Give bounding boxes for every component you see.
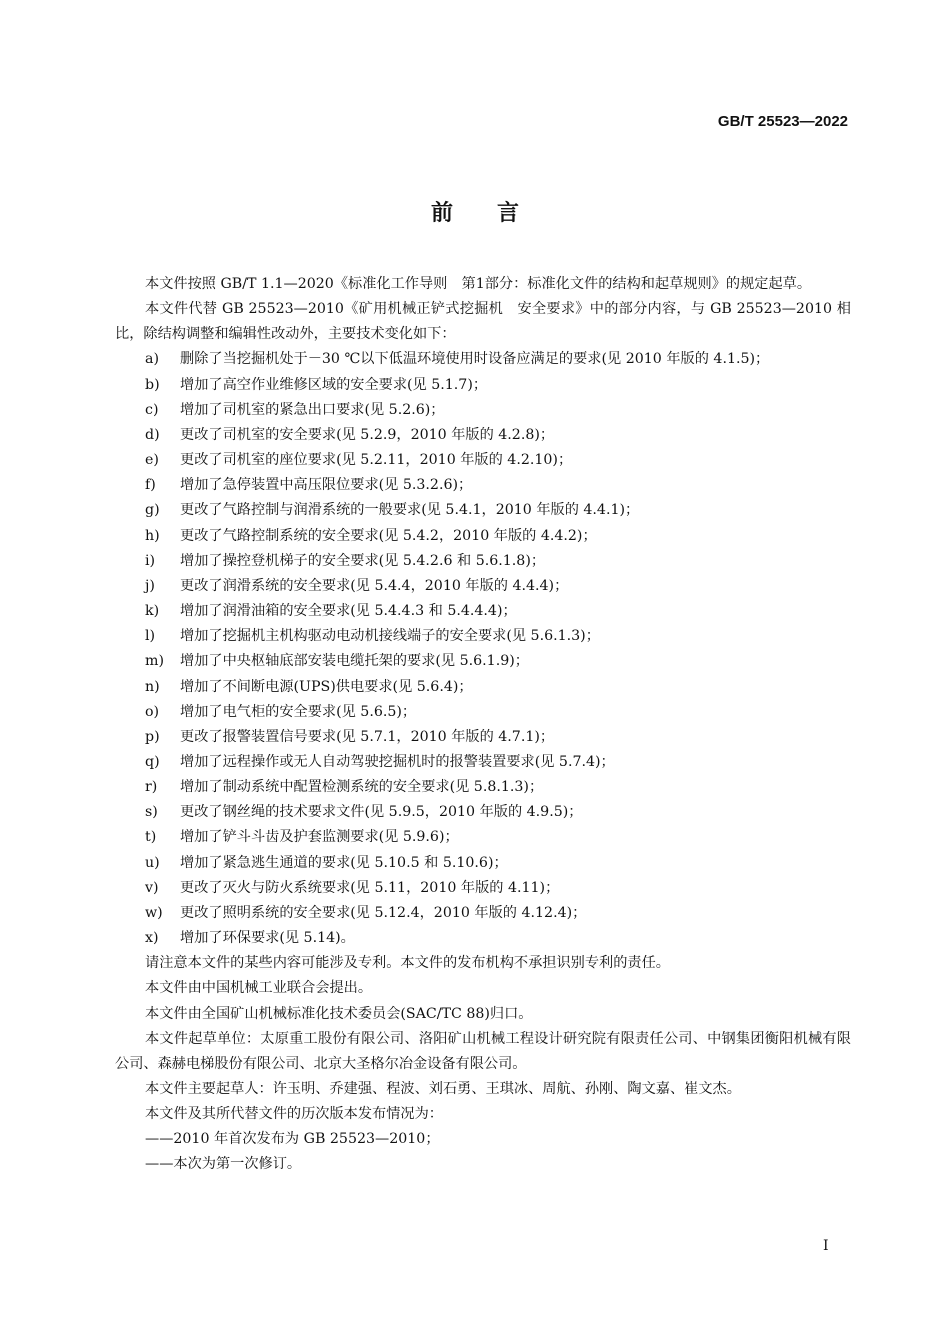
list-item-text: 增加了制动系统中配置检测系统的安全要求(见 5.8.1.3)；: [180, 779, 544, 796]
list-item: [145, 373, 851, 398]
list-item-text: 增加了环保要求(见 5.14)。: [180, 930, 355, 947]
standard-number: GB/T 25523—2022: [717, 113, 848, 130]
list-item-label: i): [145, 552, 156, 569]
list-item-label: d): [145, 426, 160, 443]
paragraph: 本文件起草单位：太原重工股份有限公司、洛阳矿山机械工程设计研究院有限责任公司、中钢集团衡阳机械有限公司、森赫电梯股份有限公司、北京大圣格尔冶金设备有限公司。: [115, 1030, 851, 1072]
list-item: [145, 524, 851, 549]
list-item: [145, 624, 851, 649]
list-item: [145, 649, 851, 674]
paragraph: 请注意本文件的某些内容可能涉及专利。本文件的发布机构不承担识别专利的责任。: [145, 955, 670, 972]
paragraph: 本文件代替 GB 25523—2010《矿用机械正铲式挖掘机 安全要求》中的部分内容，与 GB 25523—2010 相比，除结构调整和编辑性改动外，主要技术变化如下：: [115, 301, 851, 343]
page-number: I: [823, 1238, 829, 1254]
list-item-text: 增加了挖掘机主机构驱动电动机接线端子的安全要求(见 5.6.1.3)；: [180, 628, 600, 645]
list-item-label: p): [145, 728, 160, 745]
list-item-text: 增加了润滑油箱的安全要求(见 5.4.4.3 和 5.4.4.4)；: [180, 603, 517, 620]
list-item-text: 更改了照明系统的安全要求(见 5.12.4，2010 年版的 4.12.4)；: [180, 904, 587, 921]
list-item-label: x): [145, 930, 159, 947]
list-item-label: r): [145, 779, 158, 796]
paragraph: 本文件及其所代替文件的历次版本发布情况为：: [145, 1106, 443, 1123]
list-item: [145, 423, 851, 448]
list-item: [145, 901, 851, 926]
foreword-body: [115, 272, 851, 1178]
list-item-text: 增加了司机室的紧急出口要求(见 5.2.6)；: [180, 401, 445, 418]
list-item-label: l): [145, 628, 156, 645]
list-item-text: 更改了气路控制系统的安全要求(见 5.4.2，2010 年版的 4.4.2)；: [180, 527, 597, 544]
list-item: [145, 549, 851, 574]
list-item: [145, 473, 851, 498]
list-item-label: q): [145, 753, 160, 770]
list-item: [145, 876, 851, 901]
list-item-text: 更改了司机室的安全要求(见 5.2.9，2010 年版的 4.2.8)；: [180, 426, 555, 443]
list-item: [145, 800, 851, 825]
list-item-label: j): [145, 577, 155, 594]
list-item: [145, 574, 851, 599]
list-item-text: 更改了报警装置信号要求(见 5.7.1，2010 年版的 4.7.1)；: [180, 728, 555, 745]
list-item-text: 更改了润滑系统的安全要求(见 5.4.4，2010 年版的 4.4.4)；: [180, 577, 569, 594]
list-item-text: 增加了远程操作或无人自动驾驶挖掘机时的报警装置要求(见 5.7.4)；: [180, 753, 615, 770]
list-item-text: 增加了电气柜的安全要求(见 5.6.5)；: [180, 703, 417, 720]
list-item-label: c): [145, 401, 159, 418]
list-item-text: 更改了气路控制与润滑系统的一般要求(见 5.4.1，2010 年版的 4.4.1)；: [180, 502, 640, 519]
paragraph: 本文件由中国机械工业联合会提出。: [145, 980, 373, 997]
list-item: [145, 347, 851, 372]
paragraph: 本文件主要起草人：许玉明、乔建强、程波、刘石勇、王琪冰、周航、孙刚、陶文嘉、崔文杰。: [145, 1081, 741, 1097]
list-item: [145, 599, 851, 624]
list-item-text: 增加了急停装置中高压限位要求(见 5.3.2.6)；: [180, 477, 473, 494]
list-item: [145, 926, 851, 951]
list-item-label: t): [145, 829, 157, 846]
list-item-label: a): [145, 351, 159, 368]
list-item: [145, 700, 851, 725]
list-item: [145, 398, 851, 423]
list-item-text: 更改了灭火与防火系统要求(见 5.11，2010 年版的 4.11)；: [180, 879, 560, 896]
list-item-label: w): [145, 904, 163, 921]
list-item-label: s): [145, 804, 158, 821]
list-item-text: 更改了司机室的座位要求(见 5.2.11，2010 年版的 4.2.10)；: [180, 452, 573, 469]
list-item: [145, 725, 851, 750]
list-item-label: b): [145, 376, 160, 393]
paragraph: 本文件按照 GB/T 1.1—2020《标准化工作导则 第1部分：标准化文件的结构和起草规则》的规定起草。: [145, 276, 812, 292]
list-item-label: e): [145, 452, 159, 469]
list-item: [145, 448, 851, 473]
list-item-label: m): [145, 653, 164, 670]
list-item-label: n): [145, 678, 160, 695]
list-item-text: 更改了钢丝绳的技术要求文件(见 5.9.5，2010 年版的 4.9.5)；: [180, 804, 583, 821]
section-title: 前言: [430, 200, 563, 226]
changes-list: [115, 347, 851, 951]
list-item: [145, 498, 851, 523]
list-item-label: h): [145, 527, 160, 544]
list-item-label: u): [145, 854, 160, 871]
list-item-label: k): [145, 603, 160, 620]
list-item-text: 增加了中央枢轴底部安装电缆托架的要求(见 5.6.1.9)；: [180, 653, 529, 670]
paragraph: 本文件由全国矿山机械标准化技术委员会(SAC/TC 88)归口。: [145, 1005, 533, 1022]
list-item-text: 增加了紧急逃生通道的要求(见 5.10.5 和 5.10.6)；: [180, 854, 508, 871]
list-item: [145, 825, 851, 850]
list-item-label: o): [145, 703, 160, 720]
list-item-text: 增加了铲斗斗齿及护套监测要求(见 5.9.6)；: [180, 829, 459, 846]
history-item: ——2010 年首次发布为 GB 25523—2010；: [145, 1131, 440, 1148]
list-item-text: 增加了操控登机梯子的安全要求(见 5.4.2.6 和 5.6.1.8)；: [180, 552, 546, 569]
list-item-label: f): [145, 477, 156, 494]
list-item: [145, 775, 851, 800]
list-item-text: 增加了不间断电源(UPS)供电要求(见 5.6.4)；: [180, 678, 473, 695]
list-item-label: v): [145, 879, 159, 896]
list-item-text: 增加了高空作业维修区域的安全要求(见 5.1.7)；: [180, 376, 488, 393]
list-item-text: 删除了当挖掘机处于－30 ℃以下低温环境使用时设备应满足的要求(见 2010 年版的 4.1.5)；: [180, 351, 770, 368]
list-item: [145, 851, 851, 876]
list-item-label: g): [145, 502, 160, 519]
history-item: ——本次为第一次修订。: [145, 1156, 302, 1173]
list-item: [145, 750, 851, 775]
list-item: [145, 675, 851, 700]
